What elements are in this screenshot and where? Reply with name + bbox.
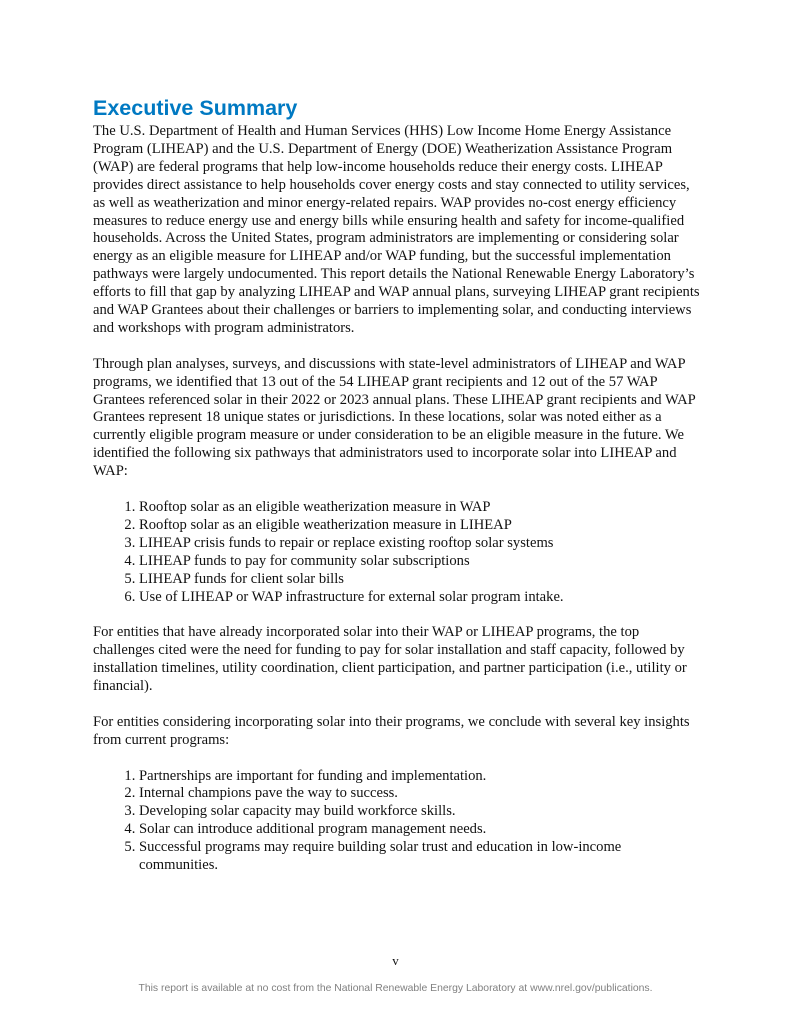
page-number: v bbox=[392, 953, 399, 968]
list-item: 3. LIHEAP crisis funds to repair or replace existing rooftop solar systems bbox=[139, 535, 703, 553]
list-item: 5. LIHEAP funds for client solar bills bbox=[139, 571, 703, 589]
list-item: 5. Successful programs may require building solar trust and education in low-income communities. bbox=[139, 839, 703, 875]
insights-intro-paragraph: For entities considering incorporating solar into their programs, we conclude with several key insights from current programs: bbox=[93, 713, 690, 748]
insights-list bbox=[93, 768, 703, 875]
list-item: 4. Solar can introduce additional program management needs. bbox=[139, 821, 703, 839]
list-item: 2. Internal champions pave the way to success. bbox=[139, 785, 703, 803]
list-item: 6. Use of LIHEAP or WAP infrastructure for external solar program intake. bbox=[139, 589, 703, 607]
list-item: 2. Rooftop solar as an eligible weatherization measure in LIHEAP bbox=[139, 517, 703, 535]
pathways-list bbox=[93, 499, 703, 606]
footer-note: This report is available at no cost from the National Renewable Energy Laboratory at www.nrel.gov/publications. bbox=[138, 983, 653, 994]
challenges-paragraph: For entities that have already incorporated solar into their WAP or LIHEAP programs, the top challenges cited were the need for funding to pay for solar installation and staff capacity, followed by installation timelines, utility coordination, client participation, and partner participation (i.e., utility or financial). bbox=[93, 624, 687, 695]
intro-paragraph: The U.S. Department of Health and Human Services (HHS) Low Income Home Energy Assistance Program (LIHEAP) and the U.S. Department of Energy (DOE) Weatherization Assistance Program (WAP) are federal programs that help low-income households reduce their energy costs. LIHEAP provides direct assistance to help households cover energy costs and stay connected to utility services, as well as weatherization and minor energy-related repairs. WAP provides no-cost energy efficiency measures to reduce energy use and energy bills while ensuring health and safety for income-qualified households. Across the United States, program administrators are implementing or considering solar energy as an eligible measure for LIHEAP and/or WAP funding, but the successful implementation pathways were largely undocumented. This report details the National Renewable Energy Laboratory’s efforts to fill that gap by analyzing LIHEAP and WAP annual plans, surveying LIHEAP grant recipients and WAP Grantees about their challenges or barriers to implementing solar, and conducting interviews and workshops with program administrators. bbox=[93, 123, 700, 336]
document-body bbox=[93, 94, 703, 893]
section-title: Executive Summary bbox=[93, 96, 298, 120]
findings-paragraph: Through plan analyses, surveys, and discussions with state-level administrators of LIHEAP and WAP programs, we identified that 13 out of the 54 LIHEAP grant recipients and 12 out of the 57 WAP Grantees referenced solar in their 2022 or 2023 annual plans. These LIHEAP grant recipients and WAP Grantees represent 18 unique states or jurisdictions. In these locations, solar was noted either as a currently eligible program measure or under consideration to be an eligible measure in the future. We identified the following six pathways that administrators used to incorporate solar into LIHEAP and WAP: bbox=[93, 355, 696, 480]
list-item: 3. Developing solar capacity may build workforce skills. bbox=[139, 803, 703, 821]
list-item: 1. Rooftop solar as an eligible weatherization measure in WAP bbox=[139, 499, 703, 517]
list-item: 1. Partnerships are important for funding and implementation. bbox=[139, 768, 703, 786]
list-item: 4. LIHEAP funds to pay for community solar subscriptions bbox=[139, 553, 703, 571]
